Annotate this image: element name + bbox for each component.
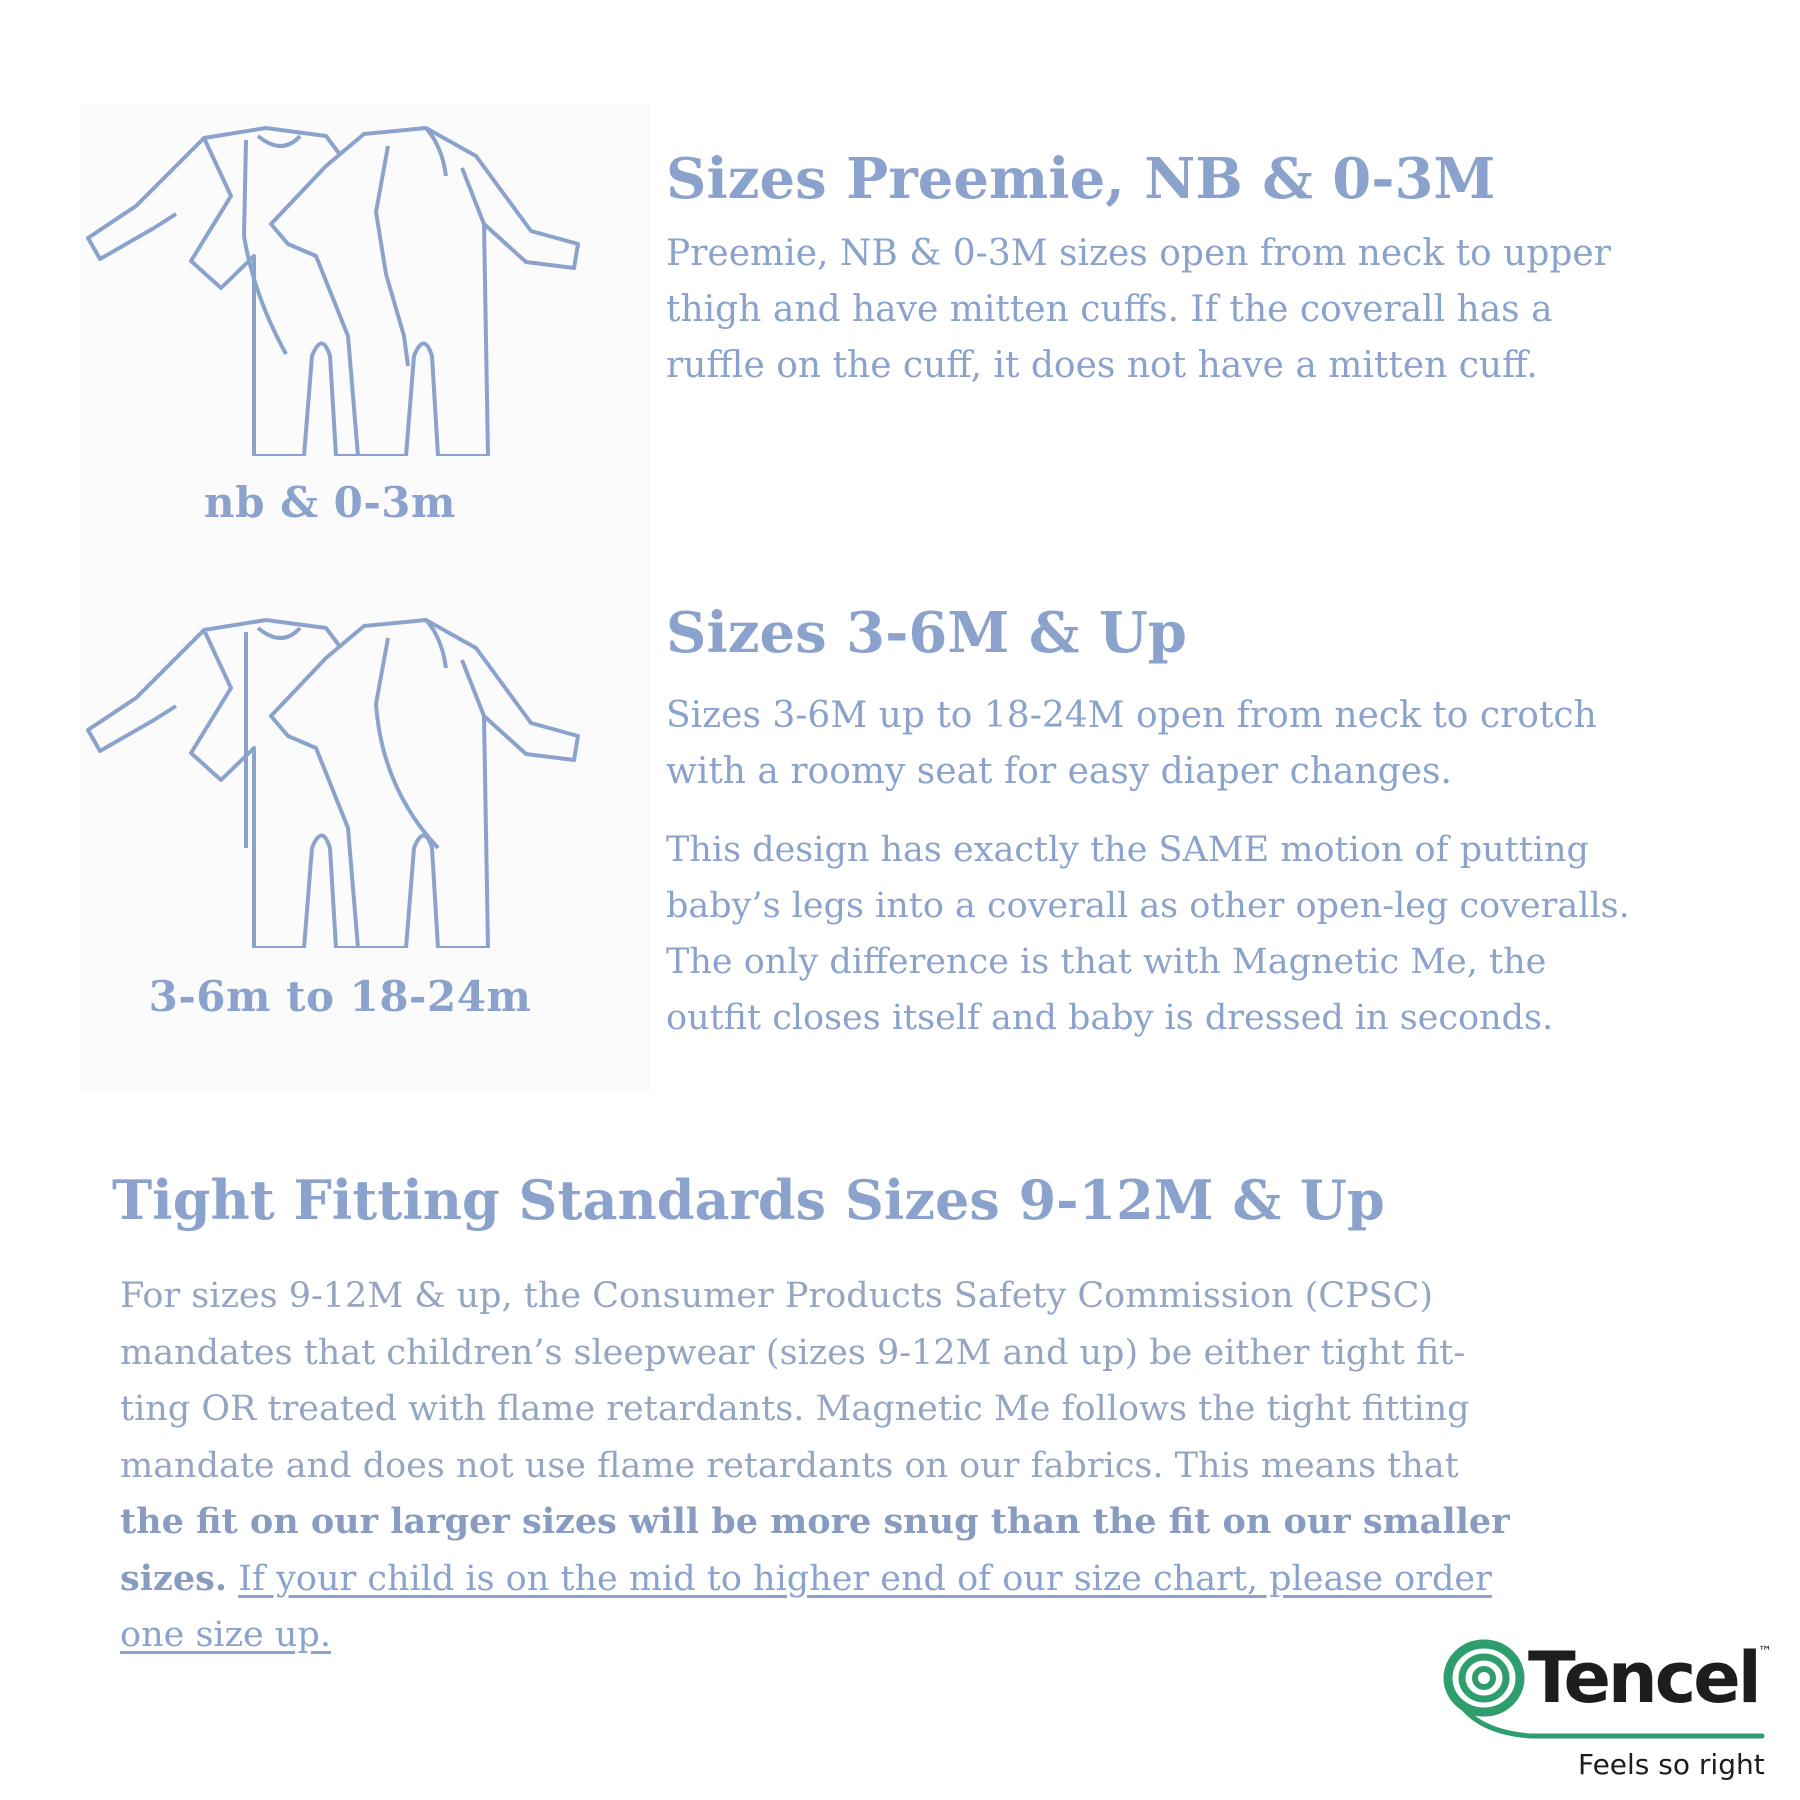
order-size-up-link[interactable]: If your child is on the mid to higher end of our size chart, please order (238, 1558, 1492, 1599)
heading-sizes-preemie: Sizes Preemie, NB & 0-3M (666, 146, 1496, 212)
text-line: baby’s legs into a coverall as other open-leg coveralls. (666, 886, 1630, 926)
snug-fit-emphasis-tail: sizes. (120, 1557, 228, 1599)
order-size-up-link-continued[interactable]: one size up. (120, 1615, 331, 1655)
heading-tight-fitting: Tight Fitting Standards Sizes 9-12M & Up (112, 1168, 1385, 1232)
text-line: mandate and does not use flame retardants on our fabrics. This means that (120, 1445, 1459, 1486)
text-line: thigh and have mitten cuffs. If the coverall has a (666, 289, 1553, 330)
text-line: This design has exactly the SAME motion of putting (666, 830, 1589, 870)
illustration-label-newborn: nb & 0-3m (204, 478, 456, 527)
snug-fit-emphasis: the fit on our larger sizes will be more snug than the fit on our smaller (120, 1501, 1510, 1542)
text-line: with a roomy seat for easy diaper changes. (666, 751, 1452, 792)
section2-design-note (666, 822, 1630, 1046)
tencel-tagline: Feels so right (1578, 1748, 1765, 1781)
coverall-illustration-3-6m (86, 618, 596, 948)
heading-sizes-3-6m: Sizes 3-6M & Up (666, 600, 1187, 666)
text-line: outfit closes itself and baby is dressed in seconds. (666, 998, 1554, 1038)
text-line: ting OR treated with flame retardants. Magnetic Me follows the tight fitting (120, 1389, 1470, 1429)
illustration-label-3-6m: 3-6m to 18-24m (148, 972, 532, 1021)
text-line: Preemie, NB & 0-3M sizes open from neck to upper (666, 233, 1611, 274)
section2-description (666, 688, 1597, 800)
text-line: The only difference is that with Magnetic Me, the (666, 942, 1547, 982)
text-line: ruffle on the cuff, it does not have a mitten cuff. (666, 345, 1538, 386)
coverall-illustration-newborn (86, 126, 596, 456)
text-line: Sizes 3-6M up to 18-24M open from neck to crotch (666, 695, 1597, 736)
section1-description (666, 226, 1611, 394)
tencel-wordmark: Tencel (1528, 1637, 1759, 1719)
trademark-symbol: ™ (1758, 1644, 1772, 1660)
tencel-logo (1440, 1632, 1780, 1792)
text-line: mandates that children’s sleepwear (sizes 9-12M and up) be either tight fit- (120, 1332, 1466, 1373)
text-line: For sizes 9-12M & up, the Consumer Products Safety Commission (CPSC) (120, 1276, 1434, 1316)
tight-fitting-description (120, 1268, 1680, 1664)
